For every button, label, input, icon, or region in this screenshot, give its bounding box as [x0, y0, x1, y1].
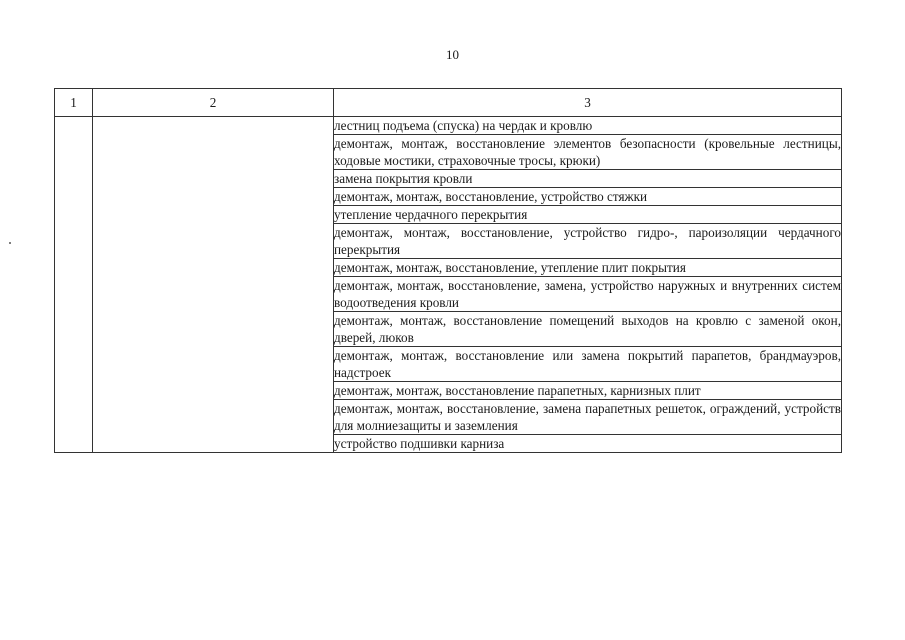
- work-item-cell: демонтаж, монтаж, восстановление, устройство стяжки: [334, 188, 842, 206]
- work-item-cell: демонтаж, монтаж, восстановление, замена парапетных решеток, ограждений, устройств для молниезащиты и заземления: [334, 401, 841, 433]
- work-item-cell: демонтаж, монтаж, восстановление или замена покрытий парапетов, брандмауэров, надстроек: [334, 348, 841, 380]
- header-cell-3: 3: [334, 89, 842, 117]
- header-cell-1: 1: [55, 89, 93, 117]
- work-item-cell: демонтаж, монтаж, восстановление парапетных, карнизных плит: [334, 382, 842, 400]
- work-item-cell: устройство подшивки карниза: [334, 435, 842, 453]
- header-cell-2: 2: [93, 89, 334, 117]
- header-row: [55, 89, 842, 117]
- work-item-cell: демонтаж, монтаж, восстановление элементов безопасности (кровельные лестницы, ходовые мостики, страховочные тросы, крюки): [334, 136, 841, 168]
- work-item-cell: демонтаж, монтаж, восстановление, утепление плит покрытия: [334, 259, 842, 277]
- work-item-cell: замена покрытия кровли: [334, 170, 842, 188]
- scan-speck: [9, 242, 11, 244]
- work-item-cell: демонтаж, монтаж, восстановление помещений выходов на кровлю с заменой окон, дверей, люков: [334, 313, 841, 345]
- page-number: 10: [446, 47, 459, 62]
- work-item-cell: демонтаж, монтаж, восстановление, устройство гидро-, пароизоляции чердачного перекрытия: [334, 225, 841, 257]
- works-table: [54, 88, 842, 453]
- work-item-cell: утепление чердачного перекрытия: [334, 206, 842, 224]
- column-2-cell: [93, 117, 334, 453]
- column-1-cell: [55, 117, 93, 453]
- table-row: [55, 117, 842, 135]
- work-item-cell: демонтаж, монтаж, восстановление, замена, устройство наружных и внутренних систем водоотведения кровли: [334, 278, 841, 310]
- work-item-cell: лестниц подъема (спуска) на чердак и кровлю: [334, 117, 842, 135]
